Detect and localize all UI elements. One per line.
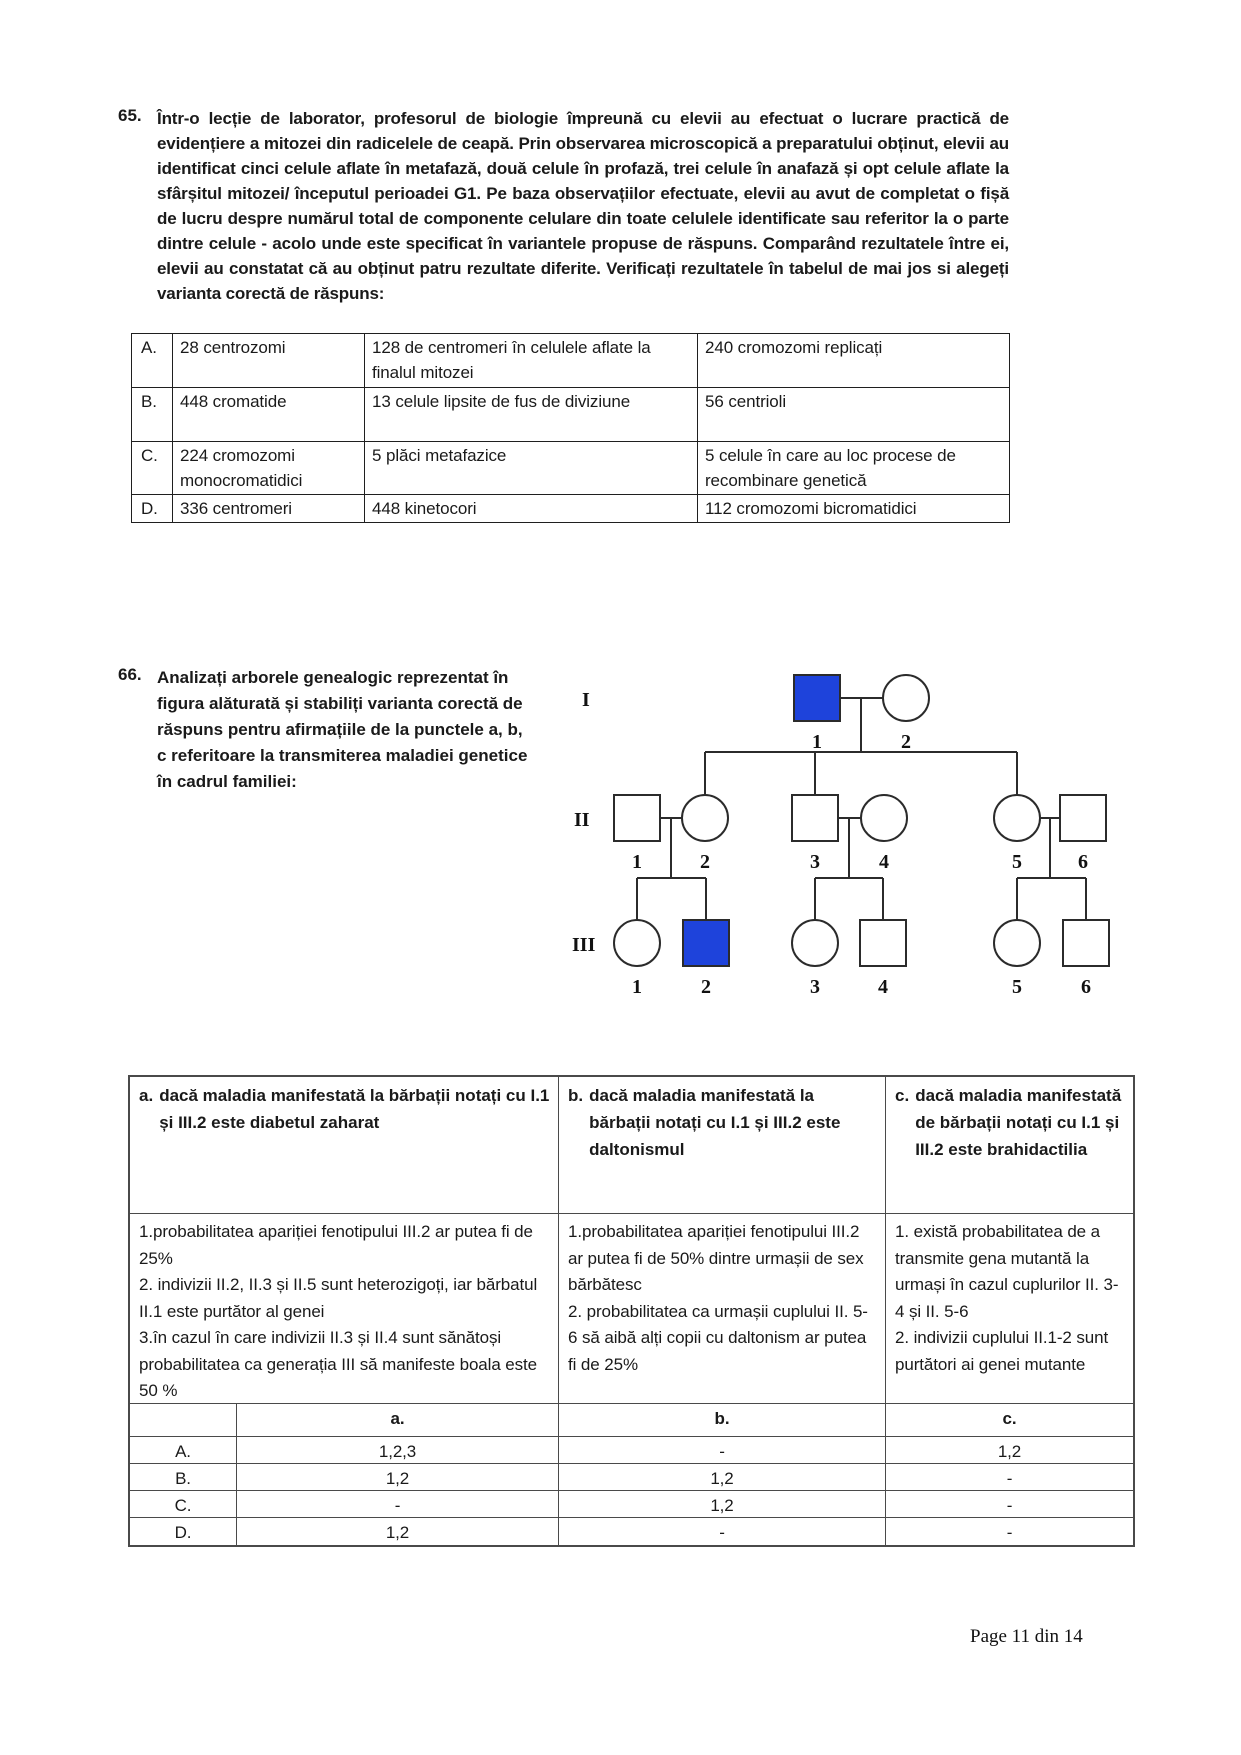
answer-value: 1,2 [886,1437,1133,1464]
q66-options-table [128,1075,1135,1547]
table-cell: 5 celule în care au loc procese de recombinare genetică [698,442,1010,495]
row-letter: D. [132,495,173,523]
q65-text: Într-o lecție de laborator, profesorul de biologie împreună cu elevii au efectuat o lucrare practică de evidențiere a mitozei din radicelele de ceapă. Prin observarea microscopică a preparatului obținut, elevii au identificat cinci celule aflate în metafază, două celule în profază, trei celule în anafază și opt celule aflate la sfârșitul mitozei/ începutul perioadei G1. Pe baza observațiilor efectuate, elevii au avut de completat o fișă de lucru despre numărul total de componente celulare din toate celulele identificate sau referitor la o parte dintre celule - acolo unde este specificat în variantele propuse de răspuns. Comparând rezultatele între ei, elevii au constatat că au obținut patru rezultate diferite. Verificați rezultatele în tabelul de mai jos si alegeți varianta corectă de răspuns: [157,109,1009,303]
options-grid [130,1077,1133,1404]
answer-value: - [1006,1523,1013,1542]
statement: 1.probabilitatea apariției fenotipului III.2 ar putea fi de 50% dintre urmașii de sex bărbătesc [568,1222,864,1294]
option-a-prefix: a. [139,1086,154,1105]
pedigree-individual-number: 6 [1081,976,1091,998]
statement: 2. indivizii cuplului II.1-2 sunt purtători ai genei mutante [895,1328,1109,1374]
option-b-header [559,1077,886,1214]
option-b-header-text: dacă maladia manifestată la bărbații notați cu I.1 și III.2 este daltonismul [589,1086,841,1159]
pedigree-individual-III-2-affected [683,920,729,966]
pedigree-individual-II-6 [1060,795,1106,841]
row-letter: B. [132,388,173,442]
pedigree-individual-I-2 [883,675,929,721]
pedigree-individual-number: 5 [1012,851,1022,873]
pedigree-generation-label: III [572,934,596,956]
row-letter: C. [132,442,173,495]
pedigree-individual-number: 3 [810,976,820,998]
table-row [132,334,1010,388]
option-a-header-text: dacă maladia manifestată la bărbații notați cu I.1 și III.2 este diabetul zaharat [159,1086,550,1132]
answers-col-b: b. [559,1404,886,1437]
option-c-header [886,1077,1133,1214]
table-cell: 224 cromozomi monocromatidici [173,442,365,495]
table-cell: 448 cromatide [173,388,365,442]
pedigree-diagram [560,660,1140,1004]
table-cell: 240 cromozomi replicați [698,334,1010,388]
statement: 1.probabilitatea apariției fenotipului III.2 ar putea fi de 25% [139,1222,533,1268]
q66-text: Analizați arborele genealogic reprezentat în figura alăturată și stabiliți varianta corectă de răspuns pentru afirmațiile de la punctele a, b, c referitoare la transmiterea maladiei genetice în cadrul familiei: [157,668,528,791]
pedigree-generation-label: I [582,689,590,711]
option-a-header [130,1077,559,1214]
statement: 2. indivizii II.2, II.3 și II.5 sunt heterozigoți, iar bărbatul II.1 este purtător al genei [139,1275,538,1321]
answer-letter: D. [130,1518,237,1545]
answers-grid [130,1404,1133,1545]
table-cell: 336 centromeri [173,495,365,523]
answer-letter: A. [130,1437,237,1464]
page-footer: Page 11 din 14 [970,1626,1083,1647]
table-cell: 13 celule lipsite de fus de diviziune [365,388,698,442]
pedigree-individual-number: 1 [812,731,822,753]
pedigree-individual-number: 3 [810,851,820,873]
option-b-statements [559,1214,886,1404]
pedigree-individual-number: 5 [1012,976,1022,998]
answer-value: 1,2,3 [237,1437,559,1464]
table-cell: 56 centrioli [698,388,1010,442]
statement: 3.în cazul în care indivizii II.3 și II.4 sunt sănătoși probabilitatea ca generația III să manifeste boala este 50 % [139,1328,538,1400]
pedigree-individual-III-1 [614,920,660,966]
table-row [132,388,1010,442]
pedigree-individual-number: 4 [878,976,888,998]
option-c-statements [886,1214,1133,1404]
option-b-prefix: b. [568,1086,584,1105]
answer-value: 1,2 [559,1491,886,1518]
table-cell: 5 plăci metafazice [365,442,698,495]
statement: 1. există probabilitatea de a transmite gena mutantă la urmași în cazul cuplurilor II. 3-4 și II. 5-6 [895,1222,1119,1321]
answers-col-a: a. [237,1404,559,1437]
pedigree-individual-number: 2 [700,851,710,873]
row-letter: A. [132,334,173,388]
table-row [132,495,1010,523]
pedigree-individual-II-3 [792,795,838,841]
table-row [132,442,1010,495]
table-cell: 28 centrozomi [173,334,365,388]
q65-number: 65. [118,106,142,125]
statement: 2. probabilitatea ca urmașii cuplului II. 5-6 să aibă alți copii cu daltonism ar putea fi de 25% [568,1301,868,1374]
pedigree-individual-number: 2 [701,976,711,998]
pedigree-individual-number: 1 [632,851,642,873]
table-cell: 448 kinetocori [365,495,698,523]
answer-value: - [886,1464,1133,1491]
option-c-header-text: dacă maladia manifestată de bărbații notați cu I.1 și III.2 este brahidactilia [915,1086,1122,1159]
answers-corner-cell [130,1404,237,1437]
answers-col-c: c. [886,1404,1133,1437]
answer-letter: B. [130,1464,237,1491]
q65-results-table [131,333,1010,523]
answer-value: 1,2 [559,1464,886,1491]
q66-number: 66. [118,665,142,684]
answer-value: - [559,1518,886,1545]
answer-letter: C. [130,1491,237,1518]
answer-value: 1,2 [237,1518,559,1545]
option-a-statements [130,1214,559,1404]
pedigree-individual-II-2 [682,795,728,841]
pedigree-generation-label: II [574,809,590,831]
pedigree-individual-number: 4 [879,851,889,873]
answer-value: 1,2 [237,1464,559,1491]
answer-value: - [237,1491,559,1518]
pedigree-individual-II-5 [994,795,1040,841]
answer-value: - [886,1491,1133,1518]
pedigree-individual-I-1-affected [794,675,840,721]
pedigree-individual-III-6 [1063,920,1109,966]
pedigree-individual-number: 6 [1078,851,1088,873]
table-cell: 112 cromozomi bicromatidici [698,495,1010,523]
answer-value: - [559,1437,886,1464]
pedigree-individual-number: 1 [632,976,642,998]
pedigree-individual-II-4 [861,795,907,841]
pedigree-individual-III-3 [792,920,838,966]
pedigree-individual-II-1 [614,795,660,841]
table-cell: 128 de centromeri în celulele aflate la finalul mitozei [365,334,698,388]
pedigree-individual-number: 2 [901,731,911,753]
option-c-prefix: c. [895,1086,910,1105]
pedigree-individual-III-5 [994,920,1040,966]
pedigree-individual-III-4 [860,920,906,966]
